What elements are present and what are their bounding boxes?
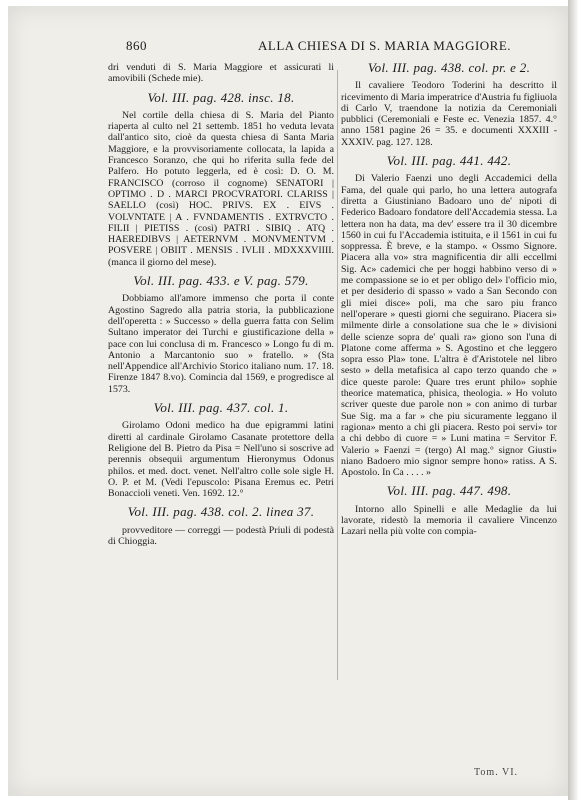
section-heading: Vol. III. pag. 433. e V. pag. 579.: [133, 273, 309, 289]
binding-edge: [568, 0, 578, 800]
right-column: [341, 62, 557, 538]
paragraph: Nel cortile della chiesa di S. Maria del Pianto riaperta al culto nel 21 settemb. 1851 ho veduta levata dall'antico sito, cioè da questa chiesa di Santa Maria Maggiore, e la provvisoriamente collocata, la lapida a Francesco Soranzo, che qui ho riferita sulla fede del Palfero. Ho potuto leggerla, ed è così: D. O. M. FRANCISCO (corroso il cognome) SENATORI | OPTIMO . D . MARCI PROCVRATORI. CLARISS | SAELLO (così) HOC. PRIVS. EX . EIVS . VOLVNTATE | A . FVNDAMENTIS . EXTRVCTO . FILII | PIETISS . (così) PATRI . SIBIQ . ATQ . HAEREDIBVS | AETERNVM . MONVMENTVM . POSVERE | OBIIT . MENSIS . IVLII . MDXXXVIIII. (manca il giorno del mese).: [108, 109, 334, 268]
column-rule: [337, 70, 338, 680]
section-heading: Vol. III. pag. 441. 442.: [386, 153, 512, 169]
section-heading: Vol. III. pag. 438. col. 2. linea 37.: [127, 504, 315, 520]
paragraph: provveditore — correggi — podestà Priuli di podestà di Chioggia.: [108, 524, 334, 547]
section-heading: Vol. III. pag. 447. 498.: [386, 483, 512, 499]
paragraph: Intorno allo Spinelli e alle Medaglie da lui lavorate, ridestò la memoria il cavaliere Vincenzo Lazari nella più volte con compia-: [341, 503, 557, 538]
page-number: 860: [126, 38, 147, 53]
paragraph: Dobbiamo all'amore immenso che porta il conte Agostino Sagredo alla patria storia, la pubblicazione dell'operetta : » Successo » della guerra fatta con Selim Sultano imperator dei Turchi e giustificazione della » pace con lui conclusa di m. Francesco » Longo fu di m. Antonio a Marcantonio suo » fratello. » (Sta nell'Appendice all'Archivio Storico italiano num. 17. 18. Firenze 1847 8.vo). Comincia dal 1569, e progredisce al 1573.: [108, 293, 334, 395]
section-heading: Vol. III. pag. 437. col. 1.: [153, 400, 289, 416]
paragraph: Il cavaliere Teodoro Toderini ha descritto il ricevimento di Maria imperatrice d'Austria fu figliuola di Carlo V, traendone la notizia da Ceremoniali pubblici (Ceremoniali e Feste ec. Venezia 1857. 4.° anno 1581 pagine 26 = 35. e documenti XXXIII - XXXIV. pag. 127. 128.: [341, 80, 557, 148]
paragraph: Girolamo Odoni medico ha due epigrammi latini diretti al cardinale Girolamo Casanate protettore della Religione del B. Pietro da Pisa = Nell'uno si soscrive ad perennis obsequii argumentum Hieronymus Odonus philos. et med. doct. venet. Nell'altro colle sole sigle H. O. P. et M. (Vedi l'epuscolo: Pisana Eremus ec. Petri Bonaccioli veneti. Ven. 1692. 12.°: [108, 420, 334, 500]
left-column: [108, 62, 334, 547]
section-heading: Vol. III. pag. 438. col. pr. e 2.: [367, 60, 531, 75]
paragraph: dri venduti di S. Maria Maggiore et assicurati li amovibili (Schede mie).: [108, 62, 334, 85]
section-heading: Vol. III. pag. 428. insc. 18.: [147, 89, 295, 105]
footer-signature: Tom. VI.: [474, 767, 519, 778]
running-head: ALLA CHIESA DI S. MARIA MAGGIORE.: [258, 38, 512, 53]
paragraph: Di Valerio Faenzi uno degli Accademici della Fama, del quale qui parlo, ho una lettera autografa diretta a Giustiniano Badoaro uno de' nipoti di Federico Badoaro fondatore dell'Accademia stessa. La lettera non ha data, ma dev' essere tra il 30 dicembre 1560 in cui fu l'Accademia istituita, e il 1561 in cui fu soppressa. È breve, e la stampo. « Ossmo Signore. Piacera alla vo» stra magnificentia dir alli eccellmi Sig. Ac» cademici che per hoggi habbino verso di » me compassione se io et per obligo del» l'officio mio, et per desiderio di spasso » vado a San Secondo con gli miei disce» poli, ma che saro piu franco nell'operare » questi giorni che seguirano. Piacera si» milmente dirle a consolatione sua che le » divisioni delle scienze sopra de' quali ra» giono son l'una di Platone come afferma » S. Agostino et che leggero sopra esso Pla» tone. L'altra è d'Aristotele nel libro sesto » della metafisica al capo terzo quando che » dice queste parole: Quare tres erunt philo» sophie theorice matematica, phisica, theologia. » Ho voluto scriver queste due parole non » con animo di turbar Sue Sig. ma a far » che piu sicuramente leggano il ragiona» mento a chi gli piacera. Resto poi servi» tor a chi debbo di cuore = » Luni matina = Servitor F. Valerio » Faenzi = (tergo) Al mag.° signor Giusti» niano Badoero mio signor sempre hono» ratiss. A S. Apostolo. In Ca . . . . »: [341, 173, 557, 479]
